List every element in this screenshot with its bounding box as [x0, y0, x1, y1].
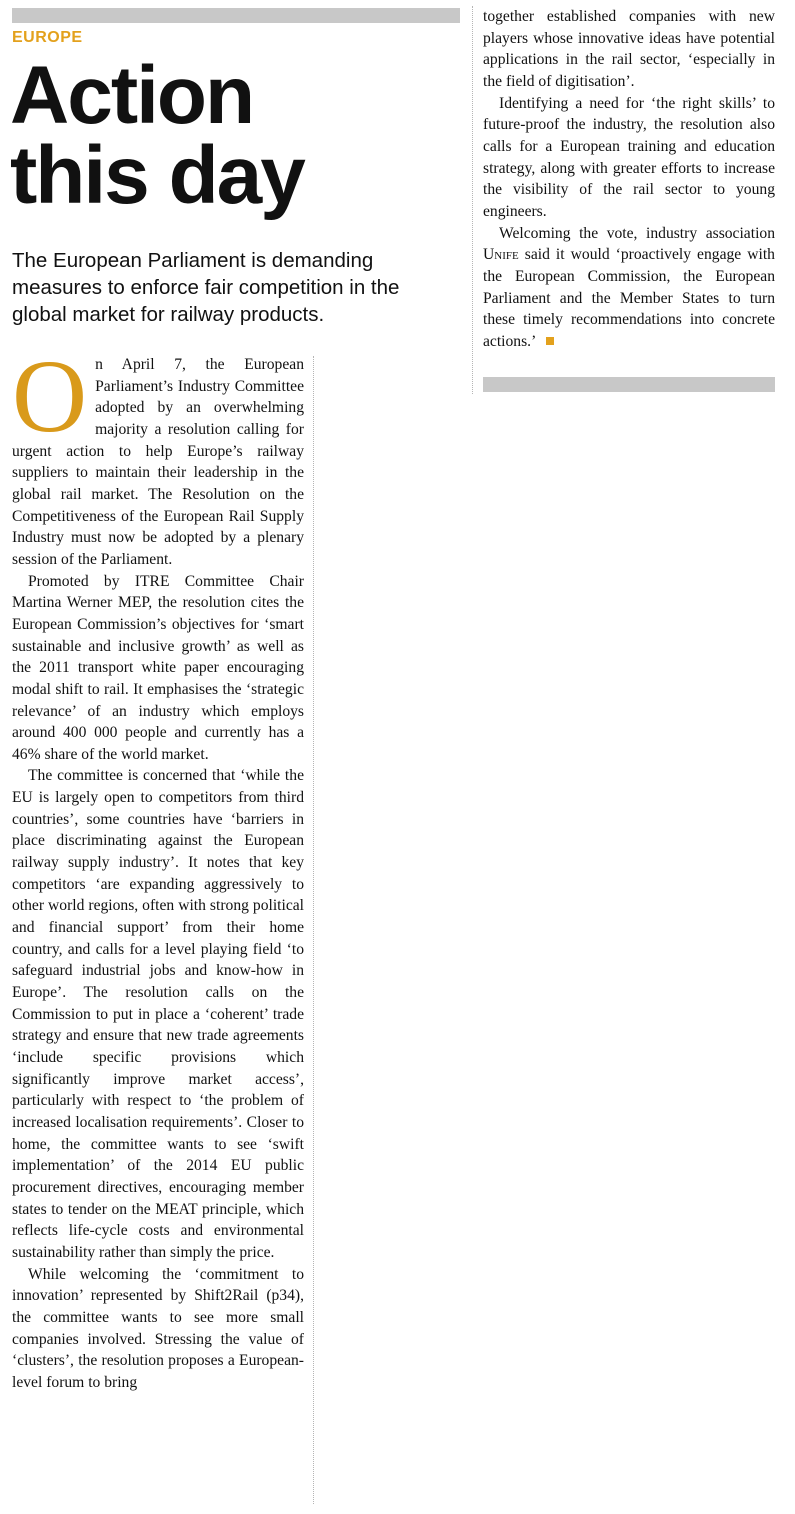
headline-line-2: this day	[10, 130, 304, 221]
paragraph-6-start: Welcoming the vote, industry association	[499, 224, 775, 242]
article-paragraph-6	[483, 223, 775, 353]
article-paragraph-5: Identifying a need for ‘the right skills’ to future-proof the industry, the resolution also calls for a European training and education strategy, along with greater efforts to increase the visibility of the rail sector to young engineers.	[483, 94, 775, 220]
article-paragraph-4: While welcoming the ‘commitment to innovation’ represented by Shift2Rail (p34), the committee wants to see more small companies involved. Stressing the value of ‘clusters’, the resolution proposes a European-level forum to bring	[12, 1265, 304, 1391]
paragraph-1-text: n April 7, the European Parliament’s Industry Committee adopted by an overwhelming majority a resolution calling for urgent action to help Europe’s railway suppliers to maintain their leadership in the global rail market. The Resolution on the Competitiveness of the European Rail Supply Industry must now be adopted by a plenary session of the Parliament.	[12, 356, 304, 568]
paragraph-6-end: said it would ‘proactively engage with the European Commission, the European Parliament and the Member States to turn these timely recommendations into concrete actions.’	[483, 246, 775, 350]
deck-standfirst: The European Parliament is demanding measures to enforce fair competition in the global market for railway products.	[12, 249, 400, 326]
section-label: EUROPE	[12, 29, 83, 46]
top-gray-bar	[12, 8, 460, 23]
headline	[10, 50, 304, 221]
article-paragraph-4-continued: together established companies with new players whose innovative ideas have potential applications in the rail sector, ‘especially in the field of digitisation’.	[483, 8, 775, 90]
article-paragraph-2: Promoted by ITRE Committee Chair Martina Werner MEP, the resolution cites the European Commission’s objectives for ‘smart sustainable and inclusive growth’ as well as the 2011 transport white paper encouraging modal shift to rail. It emphasises the ‘strategic relevance’ of an industry which employs around 400 000 people and currently has a 46% share of the world market.	[12, 572, 304, 763]
headline-line-1: Action	[10, 50, 254, 141]
end-of-article-square-icon	[546, 337, 554, 345]
column-divider-left	[313, 356, 314, 1504]
article-paragraph-1	[12, 339, 304, 571]
article-paragraph-3: The committee is concerned that ‘while the EU is largely open to competitors from third countries’, some countries have ‘barriers in place discriminating against the European railway supply industry’. It notes that key competitors ‘are expanding aggressively to other world regions, often with strong political and financial support’ from their home country, and calls for a level playing field ‘to safeguard industrial jobs and know-how in Europe’. The resolution calls on the Commission to put in place a ‘coherent’ trade strategy and ensure that new trade agreements ‘include specific provisions which significantly improve market access’, particularly with respect to ‘the problem of increased localisation requirements’. Closer to home, the committee wants to see ‘swift implementation’ of the 2014 EU public procurement directives, encouraging member states to tender on the MEAT principle, which reflects life-cycle costs and environmental sustainability rather than simply the price.	[12, 767, 304, 1261]
drop-cap: O	[12, 339, 88, 454]
column-divider-right	[472, 6, 473, 394]
organisation-name: Unife	[483, 246, 519, 264]
article-column-left	[12, 339, 304, 1394]
right-column-end-bar	[483, 377, 775, 392]
article-column-right	[483, 6, 775, 353]
